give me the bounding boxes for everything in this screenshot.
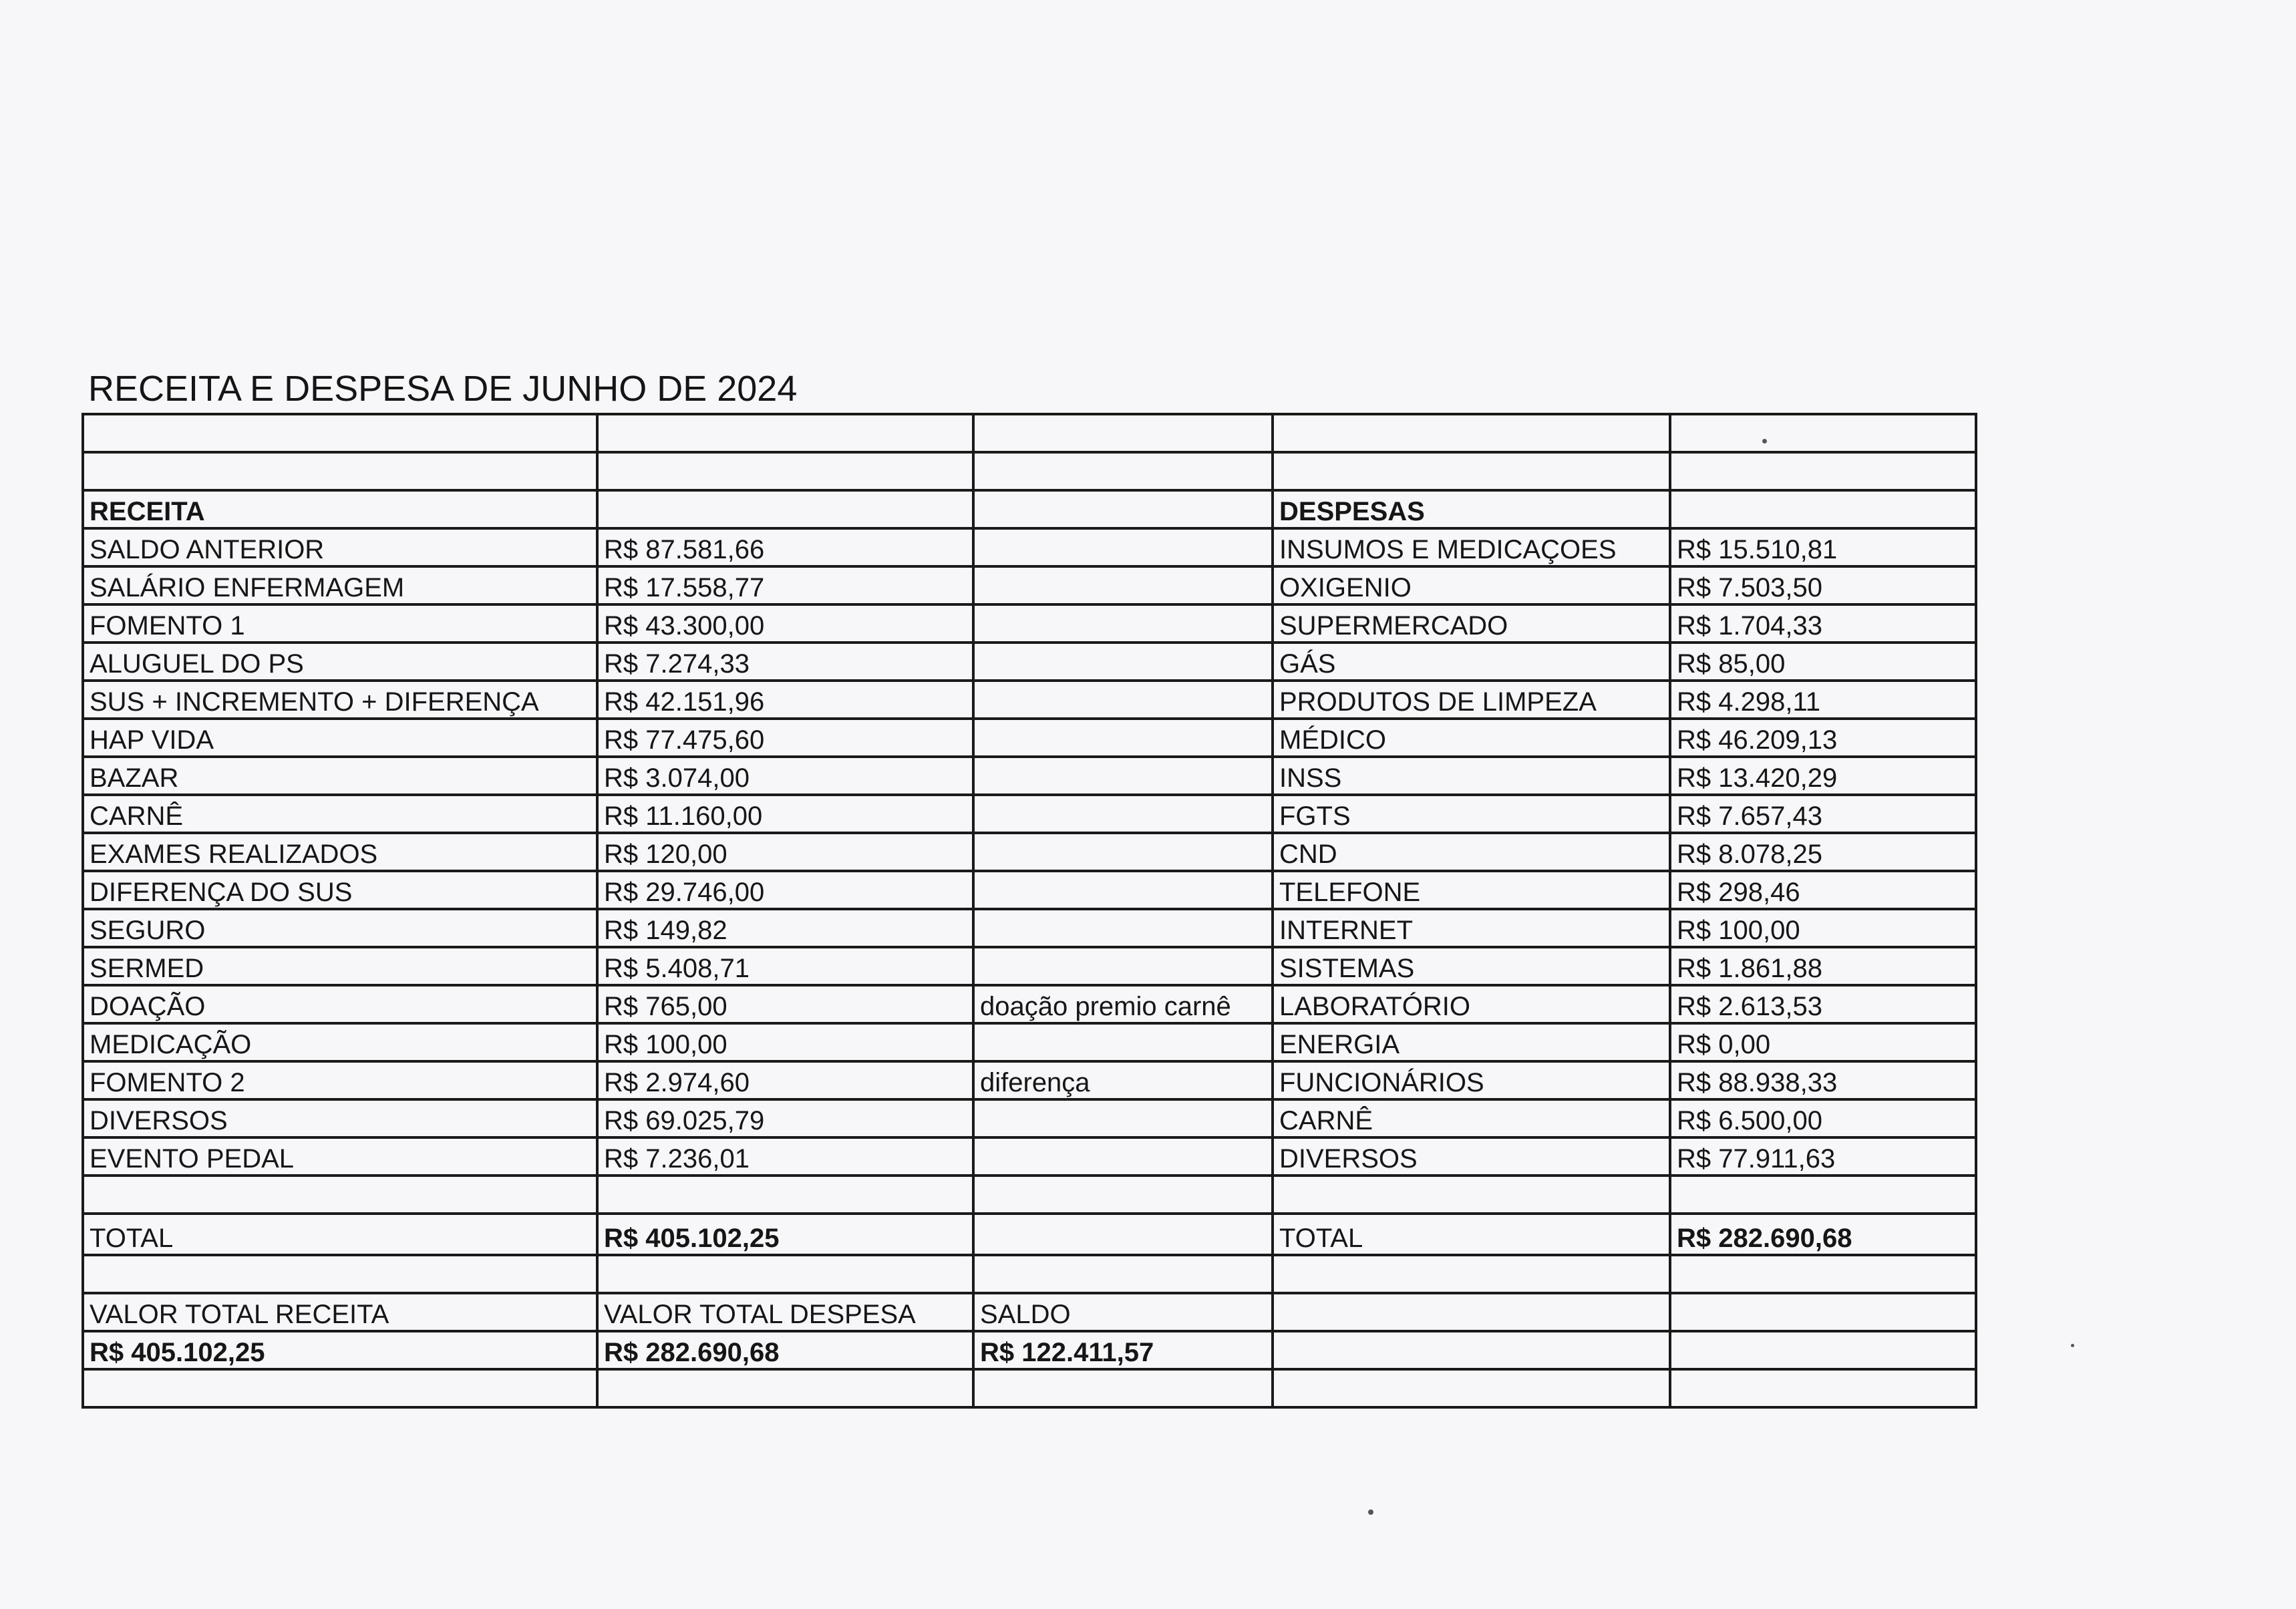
table-row bbox=[83, 604, 1976, 643]
despesa-value: R$ 1.704,33 bbox=[1670, 604, 1976, 643]
receita-value: R$ 87.581,66 bbox=[597, 528, 973, 566]
receita-total-label: TOTAL bbox=[83, 1214, 597, 1255]
blank-cell bbox=[597, 1176, 973, 1214]
summary-label-row bbox=[83, 1293, 1976, 1331]
receita-value: R$ 765,00 bbox=[597, 985, 973, 1023]
blank-cell bbox=[83, 1255, 597, 1293]
table-row bbox=[83, 909, 1976, 947]
summary-despesa-label: VALOR TOTAL DESPESA bbox=[597, 1293, 973, 1331]
blank-cell bbox=[973, 452, 1273, 490]
receita-value: R$ 100,00 bbox=[597, 1023, 973, 1061]
despesa-label: INSUMOS E MEDICAÇOES bbox=[1273, 528, 1670, 566]
blank-cell bbox=[973, 1369, 1273, 1407]
receita-value: R$ 43.300,00 bbox=[597, 604, 973, 643]
blank-cell bbox=[1670, 1293, 1976, 1331]
despesa-value: R$ 77.911,63 bbox=[1670, 1137, 1976, 1176]
receita-label: SEGURO bbox=[83, 909, 597, 947]
despesas-total-label: TOTAL bbox=[1273, 1214, 1670, 1255]
page-title: RECEITA E DESPESA DE JUNHO DE 2024 bbox=[88, 369, 798, 409]
receita-note bbox=[973, 528, 1273, 566]
receita-note bbox=[973, 947, 1273, 985]
despesa-label: FUNCIONÁRIOS bbox=[1273, 1061, 1670, 1099]
despesa-value: R$ 85,00 bbox=[1670, 643, 1976, 681]
blank-row bbox=[83, 1176, 1976, 1214]
blank-cell bbox=[973, 1214, 1273, 1255]
blank-cell bbox=[83, 452, 597, 490]
blank-cell bbox=[1273, 1176, 1670, 1214]
receita-note bbox=[973, 795, 1273, 833]
table-row bbox=[83, 643, 1976, 681]
receita-value: R$ 17.558,77 bbox=[597, 566, 973, 604]
receita-value: R$ 29.746,00 bbox=[597, 871, 973, 909]
receita-note bbox=[973, 719, 1273, 757]
blank-cell bbox=[83, 414, 597, 452]
table-row bbox=[83, 871, 1976, 909]
scan-speck bbox=[1762, 439, 1767, 443]
table-row bbox=[83, 833, 1976, 871]
receita-note bbox=[973, 1023, 1273, 1061]
blank-cell bbox=[1273, 414, 1670, 452]
despesa-label: SISTEMAS bbox=[1273, 947, 1670, 985]
table-row bbox=[83, 1023, 1976, 1061]
receita-value: R$ 3.074,00 bbox=[597, 757, 973, 795]
receita-label: DIVERSOS bbox=[83, 1099, 597, 1137]
blank-cell bbox=[597, 1255, 973, 1293]
despesa-value: R$ 15.510,81 bbox=[1670, 528, 1976, 566]
receita-label: FOMENTO 1 bbox=[83, 604, 597, 643]
blank-cell bbox=[1273, 1255, 1670, 1293]
receita-label: FOMENTO 2 bbox=[83, 1061, 597, 1099]
receita-note bbox=[973, 604, 1273, 643]
blank-cell bbox=[1670, 490, 1976, 528]
table-row bbox=[83, 528, 1976, 566]
table-row bbox=[83, 1099, 1976, 1137]
despesa-value: R$ 46.209,13 bbox=[1670, 719, 1976, 757]
despesa-value: R$ 7.657,43 bbox=[1670, 795, 1976, 833]
table-row bbox=[83, 566, 1976, 604]
despesa-label: GÁS bbox=[1273, 643, 1670, 681]
blank-cell bbox=[973, 1255, 1273, 1293]
blank-cell bbox=[973, 490, 1273, 528]
blank-cell bbox=[1670, 1255, 1976, 1293]
blank-cell bbox=[1670, 1369, 1976, 1407]
blank-cell bbox=[83, 1176, 597, 1214]
blank-cell bbox=[973, 1176, 1273, 1214]
summary-value-row bbox=[83, 1331, 1976, 1369]
despesa-value: R$ 8.078,25 bbox=[1670, 833, 1976, 871]
receita-note bbox=[973, 643, 1273, 681]
receita-value: R$ 5.408,71 bbox=[597, 947, 973, 985]
receita-total-value: R$ 405.102,25 bbox=[597, 1214, 973, 1255]
despesa-value: R$ 2.613,53 bbox=[1670, 985, 1976, 1023]
table-row bbox=[83, 795, 1976, 833]
blank-row bbox=[83, 452, 1976, 490]
blank-cell bbox=[597, 1369, 973, 1407]
blank-cell bbox=[83, 1369, 597, 1407]
summary-despesa-value: R$ 282.690,68 bbox=[597, 1331, 973, 1369]
table-row bbox=[83, 719, 1976, 757]
blank-row bbox=[83, 1369, 1976, 1407]
despesa-label: OXIGENIO bbox=[1273, 566, 1670, 604]
despesa-value: R$ 100,00 bbox=[1670, 909, 1976, 947]
receita-value: R$ 120,00 bbox=[597, 833, 973, 871]
receita-note bbox=[973, 757, 1273, 795]
table-row bbox=[83, 1061, 1976, 1099]
receita-value: R$ 2.974,60 bbox=[597, 1061, 973, 1099]
blank-cell bbox=[1670, 452, 1976, 490]
blank-cell bbox=[973, 414, 1273, 452]
table-row bbox=[83, 985, 1976, 1023]
receita-value: R$ 11.160,00 bbox=[597, 795, 973, 833]
receita-note bbox=[973, 833, 1273, 871]
scan-speck bbox=[2071, 1344, 2074, 1347]
despesa-label: INTERNET bbox=[1273, 909, 1670, 947]
receita-value: R$ 69.025,79 bbox=[597, 1099, 973, 1137]
blank-cell bbox=[597, 452, 973, 490]
receita-label: CARNÊ bbox=[83, 795, 597, 833]
receita-label: MEDICAÇÃO bbox=[83, 1023, 597, 1061]
receita-label: BAZAR bbox=[83, 757, 597, 795]
table-row bbox=[83, 757, 1976, 795]
summary-saldo-value: R$ 122.411,57 bbox=[973, 1331, 1273, 1369]
receita-label: SUS + INCREMENTO + DIFERENÇA bbox=[83, 681, 597, 719]
despesa-label: FGTS bbox=[1273, 795, 1670, 833]
receita-note bbox=[973, 1137, 1273, 1176]
receita-label: DOAÇÃO bbox=[83, 985, 597, 1023]
receita-note: doação premio carnê bbox=[973, 985, 1273, 1023]
despesa-label: DIVERSOS bbox=[1273, 1137, 1670, 1176]
despesas-total-value: R$ 282.690,68 bbox=[1670, 1214, 1976, 1255]
despesa-value: R$ 0,00 bbox=[1670, 1023, 1976, 1061]
summary-receita-label: VALOR TOTAL RECEITA bbox=[83, 1293, 597, 1331]
blank-row bbox=[83, 1255, 1976, 1293]
despesa-label: PRODUTOS DE LIMPEZA bbox=[1273, 681, 1670, 719]
summary-saldo-label: SALDO bbox=[973, 1293, 1273, 1331]
receita-value: R$ 42.151,96 bbox=[597, 681, 973, 719]
section-header-row bbox=[83, 490, 1976, 528]
blank-cell bbox=[597, 414, 973, 452]
despesa-label: LABORATÓRIO bbox=[1273, 985, 1670, 1023]
blank-row bbox=[83, 414, 1976, 452]
receita-value: R$ 77.475,60 bbox=[597, 719, 973, 757]
receita-label: SALDO ANTERIOR bbox=[83, 528, 597, 566]
receita-label: ALUGUEL DO PS bbox=[83, 643, 597, 681]
despesa-value: R$ 4.298,11 bbox=[1670, 681, 1976, 719]
despesa-value: R$ 6.500,00 bbox=[1670, 1099, 1976, 1137]
scan-speck bbox=[1368, 1509, 1373, 1515]
despesa-label: SUPERMERCADO bbox=[1273, 604, 1670, 643]
receita-note bbox=[973, 871, 1273, 909]
finance-table bbox=[81, 413, 1977, 1409]
table-row bbox=[83, 947, 1976, 985]
receita-value: R$ 7.274,33 bbox=[597, 643, 973, 681]
despesa-label: MÉDICO bbox=[1273, 719, 1670, 757]
receita-header: RECEITA bbox=[83, 490, 597, 528]
blank-cell bbox=[1670, 1176, 1976, 1214]
despesa-label: TELEFONE bbox=[1273, 871, 1670, 909]
blank-cell bbox=[1273, 452, 1670, 490]
total-row bbox=[83, 1214, 1976, 1255]
blank-cell bbox=[597, 490, 973, 528]
blank-cell bbox=[1670, 414, 1976, 452]
table-row bbox=[83, 1137, 1976, 1176]
receita-note bbox=[973, 566, 1273, 604]
despesa-value: R$ 298,46 bbox=[1670, 871, 1976, 909]
despesa-value: R$ 1.861,88 bbox=[1670, 947, 1976, 985]
despesa-label: CND bbox=[1273, 833, 1670, 871]
despesa-label: INSS bbox=[1273, 757, 1670, 795]
despesa-value: R$ 13.420,29 bbox=[1670, 757, 1976, 795]
receita-note bbox=[973, 681, 1273, 719]
blank-cell bbox=[1273, 1369, 1670, 1407]
blank-cell bbox=[1670, 1331, 1976, 1369]
receita-label: EVENTO PEDAL bbox=[83, 1137, 597, 1176]
despesa-label: CARNÊ bbox=[1273, 1099, 1670, 1137]
receita-value: R$ 149,82 bbox=[597, 909, 973, 947]
receita-note bbox=[973, 1099, 1273, 1137]
blank-cell bbox=[1273, 1293, 1670, 1331]
receita-note bbox=[973, 909, 1273, 947]
despesa-value: R$ 88.938,33 bbox=[1670, 1061, 1976, 1099]
receita-label: DIFERENÇA DO SUS bbox=[83, 871, 597, 909]
receita-value: R$ 7.236,01 bbox=[597, 1137, 973, 1176]
despesa-label: ENERGIA bbox=[1273, 1023, 1670, 1061]
receita-label: SALÁRIO ENFERMAGEM bbox=[83, 566, 597, 604]
receita-label: HAP VIDA bbox=[83, 719, 597, 757]
despesa-value: R$ 7.503,50 bbox=[1670, 566, 1976, 604]
summary-receita-value: R$ 405.102,25 bbox=[83, 1331, 597, 1369]
despesas-header: DESPESAS bbox=[1273, 490, 1670, 528]
table-row bbox=[83, 681, 1976, 719]
blank-cell bbox=[1273, 1331, 1670, 1369]
table-body bbox=[83, 414, 1976, 1407]
receita-label: SERMED bbox=[83, 947, 597, 985]
receita-label: EXAMES REALIZADOS bbox=[83, 833, 597, 871]
receita-note: diferença bbox=[973, 1061, 1273, 1099]
